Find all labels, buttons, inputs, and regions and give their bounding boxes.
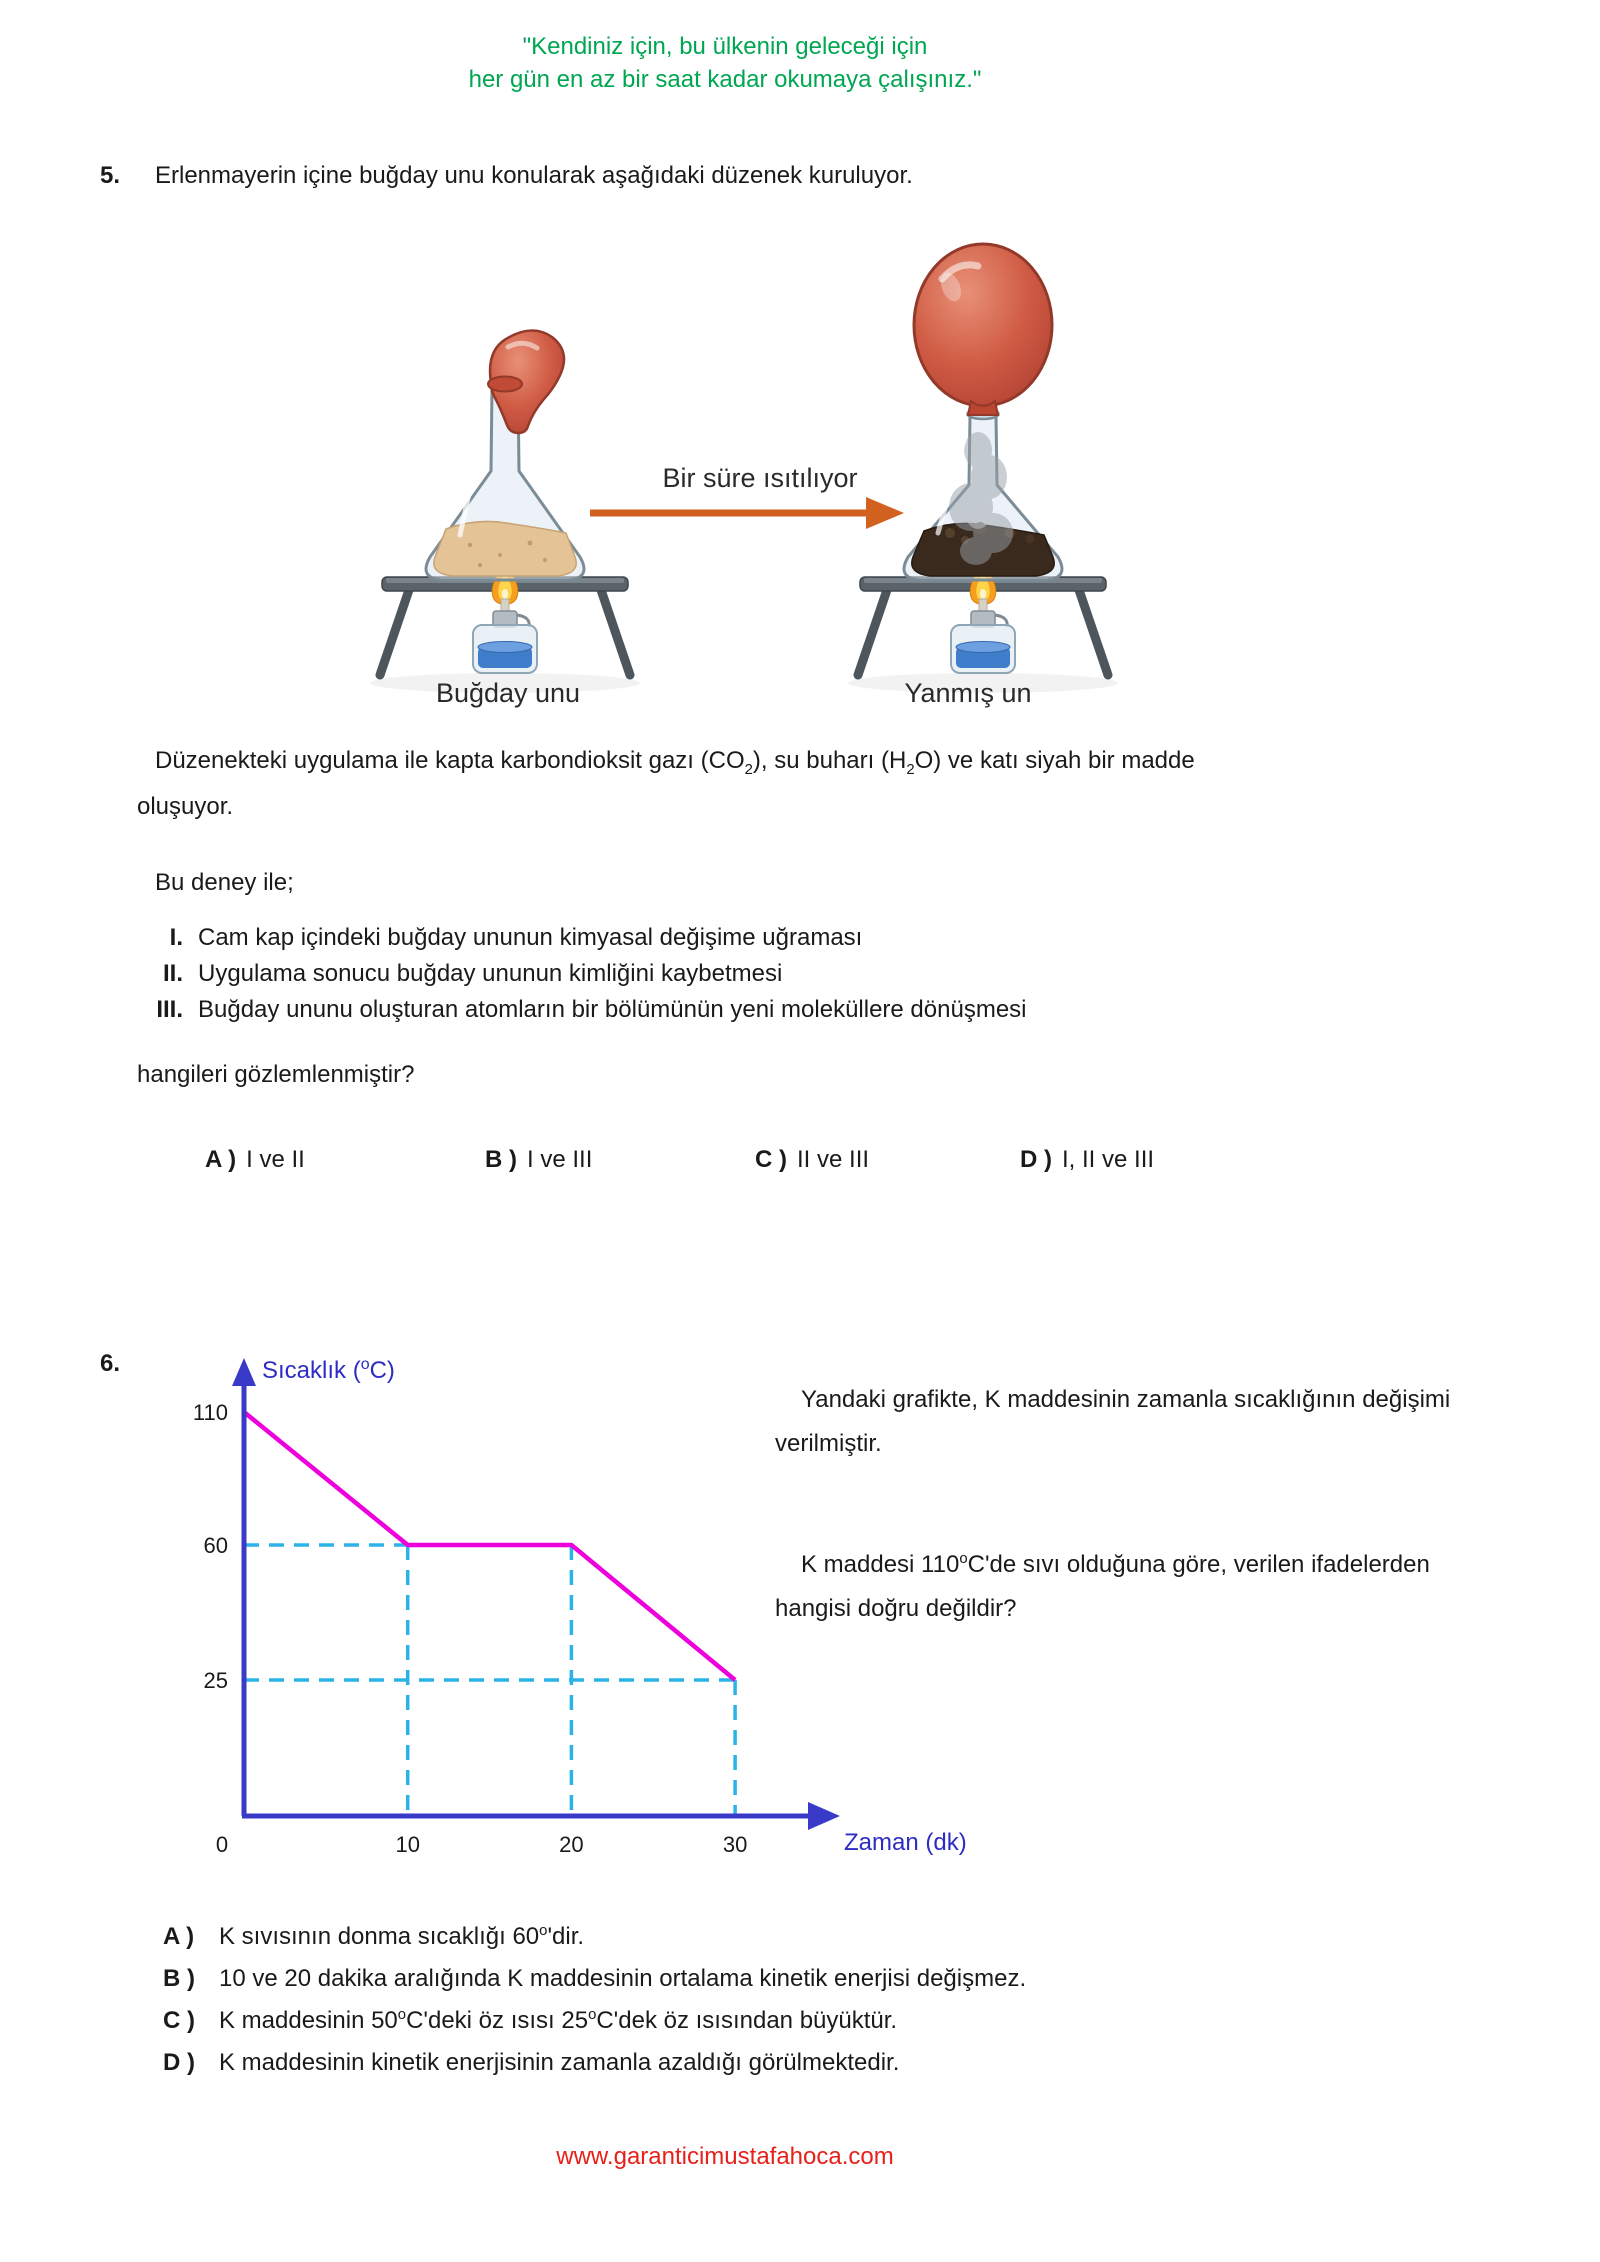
q6-option-a bbox=[163, 1916, 1503, 1958]
chart-x-tick: 30 bbox=[722, 1832, 748, 1857]
chart-x-tick: 20 bbox=[559, 1832, 584, 1857]
q6-option-a-text: K sıvısının donma sıcaklığı 60$^o$'dir. bbox=[219, 1923, 585, 1950]
q6-option-d-label: D ) bbox=[163, 2049, 195, 2076]
header-quote bbox=[0, 30, 1450, 96]
q6-option-d bbox=[163, 2042, 1503, 2084]
chart-plot-area bbox=[193, 1400, 747, 1857]
q5-option-b-label: B ) bbox=[485, 1146, 517, 1173]
q6-option-d-text: K maddesinin kinetik enerjisinin zamanla azaldığı görülmektedir. bbox=[219, 2049, 900, 2076]
q5-option-a-label: A ) bbox=[205, 1146, 237, 1173]
flask-right-icon bbox=[904, 409, 1062, 580]
chart-x-label: Zaman (dk) bbox=[844, 1829, 967, 1856]
chart-y-label: Sıcaklık ($^o$C) bbox=[262, 1356, 395, 1384]
q5-paragraph bbox=[137, 738, 1482, 830]
figure-arrow-label: Bir süre ısıtılıyor bbox=[662, 463, 858, 493]
chart-y-tick: 60 bbox=[203, 1533, 228, 1558]
q5-question: hangileri gözlemlenmiştir? bbox=[137, 1061, 415, 1088]
footer bbox=[0, 2143, 1450, 2171]
chart-cooling-curve bbox=[244, 1412, 735, 1680]
chart-y-tick: 25 bbox=[203, 1668, 228, 1693]
q5-item-2 bbox=[137, 956, 1477, 992]
q6-option-c-text: K maddesinin 50$^o$C'deki öz ısısı 25$^o$C'dek öz ısısından büyüktür. bbox=[219, 2007, 898, 2034]
q5-item-1-text: Cam kap içindeki buğday ununun kimyasal değişime uğraması bbox=[198, 924, 863, 951]
q6-option-b bbox=[163, 1958, 1503, 2000]
q5-option-b-text: I ve III bbox=[527, 1146, 593, 1173]
q5-item-list bbox=[137, 920, 1477, 1028]
superscript-o: o bbox=[959, 1551, 968, 1567]
q5-item-3 bbox=[137, 992, 1477, 1028]
header-quote-line1: "Kendiniz için, bu ülkenin geleceği için bbox=[522, 33, 928, 60]
q6-option-c bbox=[163, 2000, 1503, 2042]
footer-link[interactable]: www.garanticimustafahoca.com bbox=[556, 2143, 894, 2170]
q5-option-d-text: I, II ve III bbox=[1062, 1146, 1155, 1173]
subscript-2: 2 bbox=[906, 761, 915, 778]
q5-item-2-text: Uygulama sonucu buğday ununun kimliğini kaybetmesi bbox=[198, 960, 783, 987]
chart-x-tick: 0 bbox=[215, 1832, 229, 1857]
balloon-inflated-icon bbox=[914, 244, 1052, 415]
header-quote-line2: her gün en az bir saat kadar okumaya çalışınız." bbox=[468, 66, 982, 93]
q5-paragraph-line1: Düzenekteki uygulama ile kapta karbondioksit gazı $(CO_2)$, su buharı $(H_2O)$ ve katı siyah bir madde bbox=[155, 747, 1195, 778]
q5-item-3-text: Buğday ununu oluşturan atomların bir bölümünün yeni moleküllere dönüşmesi bbox=[198, 996, 1027, 1023]
q5-option-a bbox=[205, 1146, 305, 1174]
q6-option-b-text: 10 ve 20 dakika aralığında K maddesinin ortalama kinetik enerjisi değişmez. bbox=[219, 1965, 1027, 1992]
q5-figure bbox=[290, 215, 1150, 715]
chart-y-axis-arrow-icon bbox=[232, 1358, 256, 1386]
q5-option-a-text: I ve II bbox=[246, 1146, 305, 1173]
q5-option-c-text: II ve III bbox=[797, 1146, 870, 1173]
q5-intro: Bu deney ile; bbox=[155, 869, 294, 896]
chart-y-tick: 110 bbox=[192, 1400, 228, 1425]
q6-option-a-label: A ) bbox=[163, 1923, 195, 1950]
q5-item-3-numeral: III. bbox=[156, 996, 183, 1023]
q6-option-b-label: B ) bbox=[163, 1965, 195, 1992]
q5-item-1-numeral: I. bbox=[169, 924, 183, 951]
figure-caption-left: Buğday unu bbox=[435, 678, 581, 708]
q5-stem: Erlenmayerin içine buğday unu konularak aşağıdaki düzenek kuruluyor. bbox=[155, 162, 913, 189]
q6-number: 6. bbox=[100, 1350, 121, 1377]
q5-item-1 bbox=[137, 920, 1477, 956]
q5-item-2-numeral: II. bbox=[162, 960, 183, 987]
q5-number: 5. bbox=[100, 162, 121, 189]
q5-option-c-label: C ) bbox=[755, 1146, 787, 1173]
q6-option-c-label: C ) bbox=[163, 2007, 195, 2034]
figure-caption-right: Yanmış un bbox=[904, 678, 1032, 708]
superscript-o: o bbox=[360, 1356, 370, 1373]
arrow-right-icon bbox=[590, 497, 904, 529]
q5-option-c bbox=[755, 1146, 869, 1174]
q5-option-d bbox=[1020, 1146, 1154, 1174]
q5-paragraph-line2: oluşuyor. bbox=[137, 793, 234, 820]
chart-x-tick: 10 bbox=[395, 1832, 420, 1857]
q5-option-b bbox=[485, 1146, 592, 1174]
q6-text-2: K maddesi 110$^o$C'de sıvı olduğuna göre, verilen ifadelerden hangisi doğru değildir? bbox=[775, 1551, 1430, 1622]
q6-option-list bbox=[163, 1916, 1503, 2084]
q5-option-d-label: D ) bbox=[1020, 1146, 1052, 1173]
subscript-2: 2 bbox=[744, 761, 753, 778]
q6-text-1: Yandaki grafikte, K maddesinin zamanla sıcaklığının değişimi verilmiştir. bbox=[775, 1386, 1451, 1457]
chart-x-axis-arrow-icon bbox=[808, 1802, 840, 1830]
